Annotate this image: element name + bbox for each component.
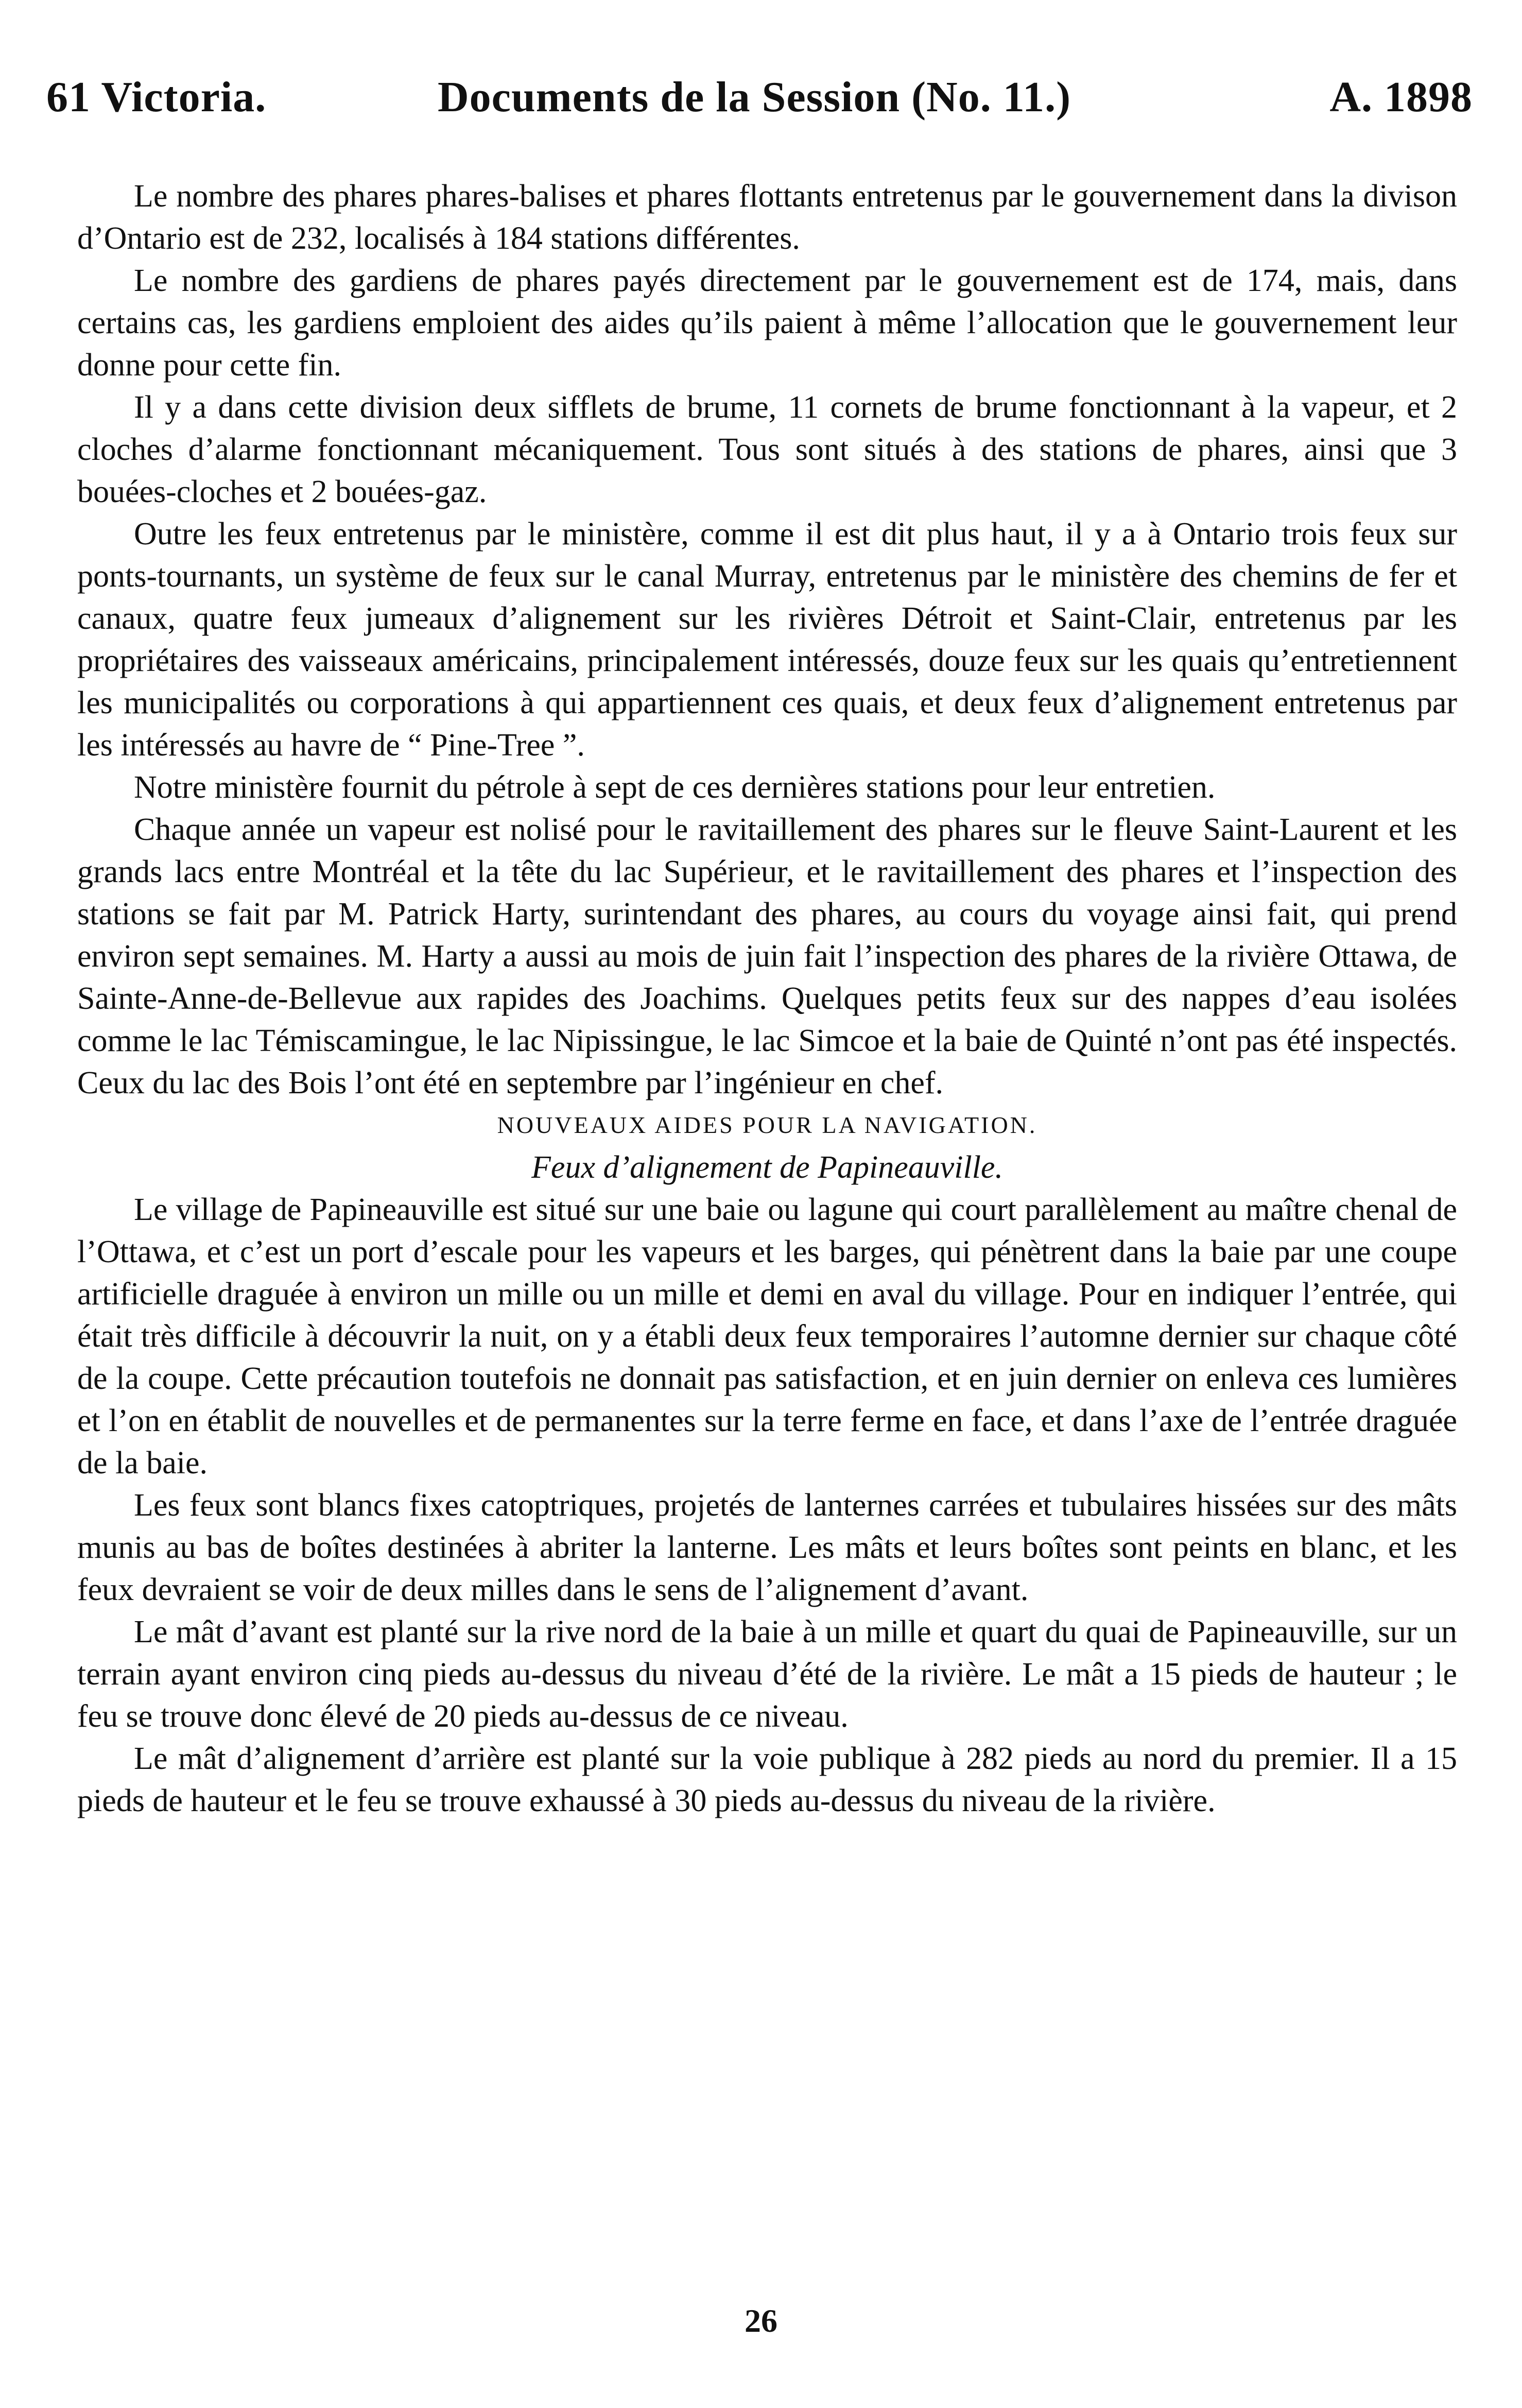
paragraph: Outre les feux entretenus par le ministère, comme il est dit plus haut, il y a à Ontario trois feux sur ponts-tournants, un système de feux sur le canal Murray, entretenus par le ministère des chemins de fer et canaux, quatre feux jumeaux d’alignement sur les rivières Détroit et Saint-Clair, entretenus par les propriétaires des vaisseaux américains, principalement intéressés, douze feux sur les quais qu’entretiennent les municipalités ou corporations à qui appartiennent ces quais, et deux feux d’alignement entretenus par les intéressés au havre de “ Pine-Tree ”. [77, 517, 1457, 763]
header-document-title: Documents de la Session (No. 11.) [438, 73, 1071, 121]
paragraph: Le nombre des phares phares-balises et phares flottants entretenus par le gouvernement dans la divison d’Ontario est de 232, localisés à 184 stations différentes. [77, 179, 1457, 256]
paragraph: Les feux sont blancs fixes catoptriques, projetés de lanternes carrées et tubulaires hissées sur des mâts munis au bas de boîtes destinées à abriter la lanterne. Les mâts et leurs boîtes sont peints en blanc, et les feux devraient se voir de deux milles dans le sens de l’alignement d’avant. [77, 1488, 1457, 1607]
running-header [46, 72, 1473, 129]
page-number: 26 [745, 2302, 777, 2339]
paragraph: Le village de Papineauville est situé sur une baie ou lagune qui court parallèlement au maître chenal de l’Ottawa, et c’est un port d’escale pour les vapeurs et les barges, qui pénètrent dans la baie par une coupe artificielle draguée à environ un mille ou un mille et demi en aval du village. Pour en indiquer l’entrée, qui était très difficile à découvrir la nuit, on y a établi deux feux temporaires l’automne dernier sur chaque côté de la coupe. Cette précaution toutefois ne donnait pas satisfaction, et en juin dernier on enleva ces lumières et l’on en établit de nouvelles et de permanentes sur la terre ferme en face, et dans l’axe de l’entrée draguée de la baie. [77, 1192, 1457, 1481]
section-heading: NOUVEAUX AIDES POUR LA NAVIGATION. [497, 1112, 1037, 1138]
paragraph: Notre ministère fournit du pétrole à sept de ces dernières stations pour leur entretien. [134, 770, 1216, 805]
paragraph: Chaque année un vapeur est nolisé pour le ravitaillement des phares sur le fleuve Saint-Laurent et les grands lacs entre Montréal et la tête du lac Supérieur, et le ravitaillement des phares et l’inspection des stations se fait par M. Patrick Harty, surintendant des phares, au cours du voyage ainsi fait, qui prend environ sept semaines. M. Harty a aussi au mois de juin fait l’inspection des phares de la rivière Ottawa, de Sainte-Anne-de-Bellevue aux rapides des Joachims. Quelques petits feux sur des nappes d’eau isolées comme le lac Témiscamingue, le lac Nipissingue, le lac Simcoe et la baie de Quinté n’ont pas été inspectés. Ceux du lac des Bois l’ont été en septembre par l’ingénieur en chef. [77, 812, 1457, 1100]
header-session-year: 61 Victoria. [46, 73, 267, 121]
paragraph: Il y a dans cette division deux sifflets de brume, 11 cornets de brume fonctionnant à la vapeur, et 2 cloches d’alarme fonctionnant mécaniquement. Tous sont situés à des stations de phares, ainsi que 3 bouées-cloches et 2 bouées-gaz. [77, 390, 1457, 509]
paragraph: Le mât d’alignement d’arrière est planté sur la voie publique à 282 pieds au nord du premier. Il a 15 pieds de hauteur et le feu se trouve exhaussé à 30 pieds au-dessus du niveau de la rivière. [77, 1741, 1457, 1818]
body-text [77, 175, 1457, 1822]
header-year-code: A. 1898 [1329, 73, 1473, 121]
paragraph: Le mât d’avant est planté sur la rive nord de la baie à un mille et quart du quai de Papineauville, sur un terrain ayant environ cinq pieds au-dessus du niveau d’été de la rivière. Le mât a 15 pieds de hauteur ; le feu se trouve donc élevé de 20 pieds au-dessus de ce niveau. [77, 1614, 1457, 1734]
paragraph: Le nombre des gardiens de phares payés directement par le gouvernement est de 174, mais, dans certains cas, les gardiens emploient des aides qu’ils paient à même l’allocation que le gouvernement leur donne pour cette fin. [77, 263, 1457, 383]
section-subheading: Feux d’alignement de Papineauville. [531, 1150, 1003, 1185]
